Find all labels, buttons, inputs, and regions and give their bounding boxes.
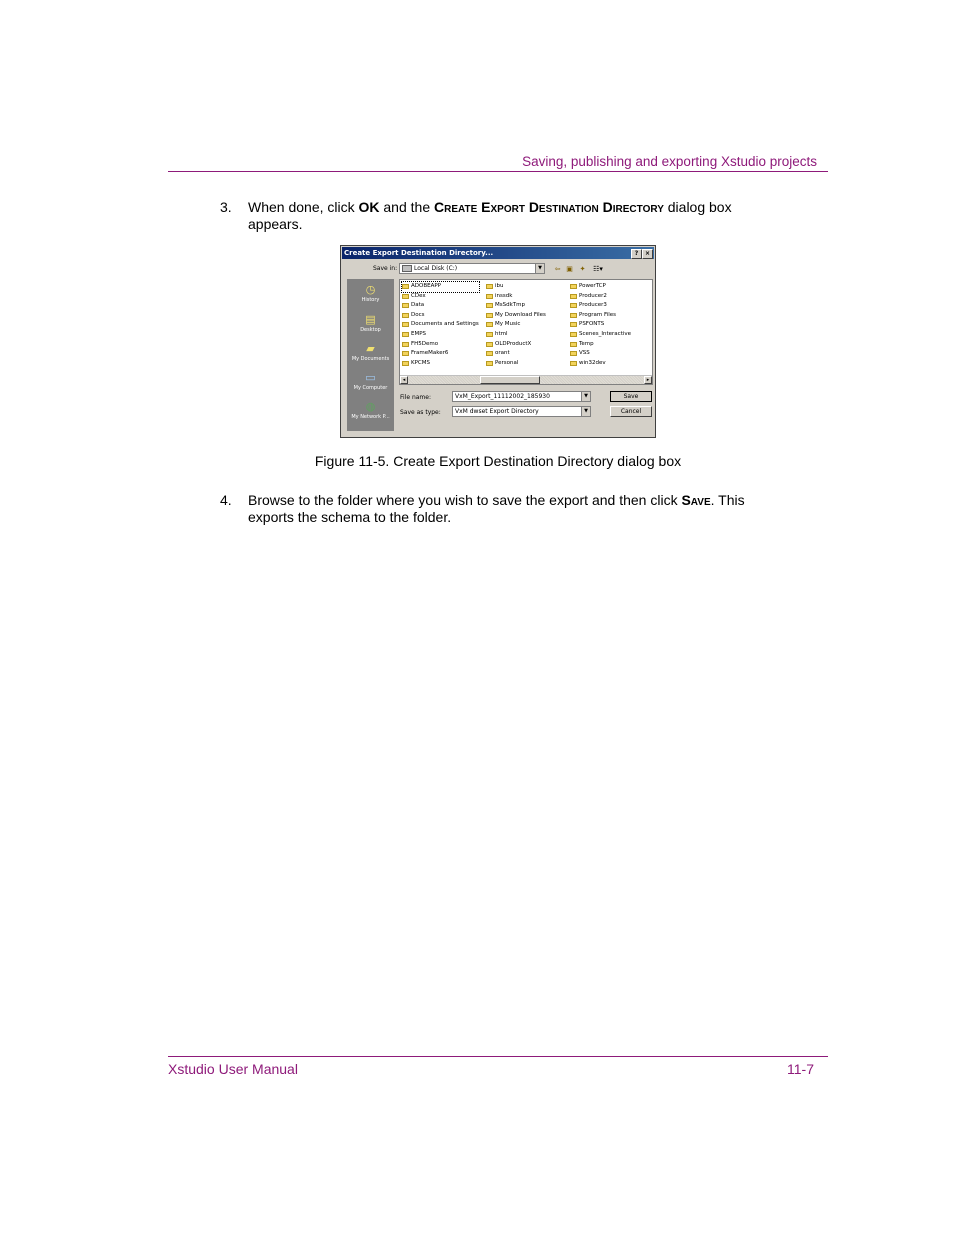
desktop-icon: ▤: [365, 313, 376, 326]
place-label: History: [361, 297, 380, 303]
drive-icon: [402, 265, 412, 272]
list-item[interactable]: Data: [402, 301, 479, 311]
list-item[interactable]: FH5Demo: [402, 340, 479, 350]
chevron-down-icon[interactable]: ▼: [581, 407, 590, 416]
list-item[interactable]: ibu: [486, 282, 546, 292]
place-label: My Computer: [353, 385, 388, 391]
place-desktop[interactable]: [347, 313, 394, 333]
place-label: My Network P...: [351, 414, 390, 420]
list-item[interactable]: EMPS: [402, 330, 479, 340]
folder-column-1: [402, 282, 479, 368]
dialog-titlebar: [342, 247, 654, 259]
list-item[interactable]: Personal: [486, 359, 546, 369]
place-my-network[interactable]: [347, 400, 394, 420]
list-item[interactable]: My Download Files: [486, 311, 546, 321]
list-item[interactable]: MsSdkTmp: [486, 301, 546, 311]
folder-column-3: [570, 282, 631, 368]
ok-term: OK: [358, 199, 380, 215]
list-item[interactable]: Program Files: [570, 311, 631, 321]
save-type-label: Save as type:: [400, 409, 441, 416]
network-icon: ◍: [365, 400, 376, 413]
places-bar: [347, 279, 394, 431]
save-term: Save: [681, 492, 711, 508]
list-item[interactable]: Scenes_Interactive: [570, 330, 631, 340]
computer-icon: ▭: [365, 371, 376, 384]
horizontal-scrollbar[interactable]: [400, 375, 652, 384]
list-item[interactable]: PSFONTS: [570, 320, 631, 330]
list-item[interactable]: Docs: [402, 311, 479, 321]
list-item[interactable]: Producer2: [570, 292, 631, 302]
dialog-name-term: Create Export Destination Directory: [434, 199, 664, 215]
scroll-left-icon[interactable]: ◂: [400, 376, 408, 384]
running-header: [168, 153, 828, 172]
page-number: 11-7: [787, 1061, 814, 1077]
close-button[interactable]: ×: [642, 249, 653, 259]
view-menu-icon[interactable]: ☷▾: [593, 265, 603, 273]
list-item[interactable]: Documents and Settings: [402, 320, 479, 330]
folder-icon: ▰: [366, 342, 375, 355]
file-name-input[interactable]: [452, 391, 591, 402]
save-button[interactable]: Save: [610, 391, 652, 402]
file-name-value: VxM_Export_11112002_185930: [455, 393, 550, 400]
place-label: My Documents: [351, 356, 390, 362]
save-type-value: VxM dwset Export Directory: [455, 408, 539, 415]
place-label: Desktop: [360, 327, 381, 333]
list-item[interactable]: orant: [486, 349, 546, 359]
place-my-computer[interactable]: [347, 371, 394, 391]
list-item[interactable]: CDex: [402, 292, 479, 302]
place-history[interactable]: [347, 283, 394, 303]
list-item[interactable]: win32dev: [570, 359, 631, 369]
scroll-thumb[interactable]: [480, 376, 540, 384]
step-text-pre: Browse to the folder where you wish to save the export and then click: [248, 492, 682, 508]
up-folder-icon[interactable]: ▣: [566, 265, 573, 273]
list-item[interactable]: html: [486, 330, 546, 340]
list-item[interactable]: Producer3: [570, 301, 631, 311]
chevron-down-icon[interactable]: ▼: [535, 264, 544, 273]
step-number: 4.: [220, 492, 232, 508]
step-text: [248, 199, 788, 233]
save-in-value: Local Disk (C:): [414, 265, 458, 272]
footer-manual-title: Xstudio User Manual: [168, 1061, 298, 1077]
help-button[interactable]: ?: [631, 249, 642, 259]
list-item[interactable]: inssdk: [486, 292, 546, 302]
list-item[interactable]: OLDProductX: [486, 340, 546, 350]
step-number: 3.: [220, 199, 232, 215]
step-text-mid: and the: [379, 199, 434, 215]
running-footer: [168, 1056, 828, 1077]
list-item[interactable]: PowerTCP: [570, 282, 631, 292]
list-item[interactable]: ADOBEAPP: [402, 282, 479, 292]
history-icon: ◷: [365, 283, 376, 296]
save-in-combo[interactable]: [399, 263, 545, 274]
figure-caption: Figure 11-5. Create Export Destination Directory dialog box: [314, 453, 682, 469]
folder-list: [399, 279, 653, 385]
header-title: Saving, publishing and exporting Xstudio projects: [522, 154, 817, 169]
folder-column-2: [486, 282, 546, 368]
place-my-documents[interactable]: [347, 342, 394, 362]
file-name-label: File name:: [400, 394, 431, 401]
new-folder-icon[interactable]: ✦: [579, 265, 586, 273]
cancel-button[interactable]: Cancel: [610, 406, 652, 417]
list-item[interactable]: FrameMaker6: [402, 349, 479, 359]
step-text-pre: When done, click: [248, 199, 359, 215]
list-item[interactable]: My Music: [486, 320, 546, 330]
dialog-title: Create Export Destination Directory...: [344, 249, 494, 257]
export-dialog-screenshot: [340, 245, 656, 438]
save-type-select[interactable]: [452, 406, 591, 417]
save-in-label: Save in:: [373, 265, 398, 272]
chevron-down-icon[interactable]: ▼: [581, 392, 590, 401]
list-item[interactable]: KPCMS: [402, 359, 479, 369]
back-icon[interactable]: ⇦: [554, 265, 561, 273]
step-text-post: . This exports the schema to the folder.: [248, 492, 745, 525]
scroll-right-icon[interactable]: ▸: [644, 376, 652, 384]
list-item[interactable]: Temp: [570, 340, 631, 350]
step-text: [248, 492, 788, 526]
list-item[interactable]: VSS: [570, 349, 631, 359]
step-text-post: dialog box appears.: [248, 199, 732, 232]
